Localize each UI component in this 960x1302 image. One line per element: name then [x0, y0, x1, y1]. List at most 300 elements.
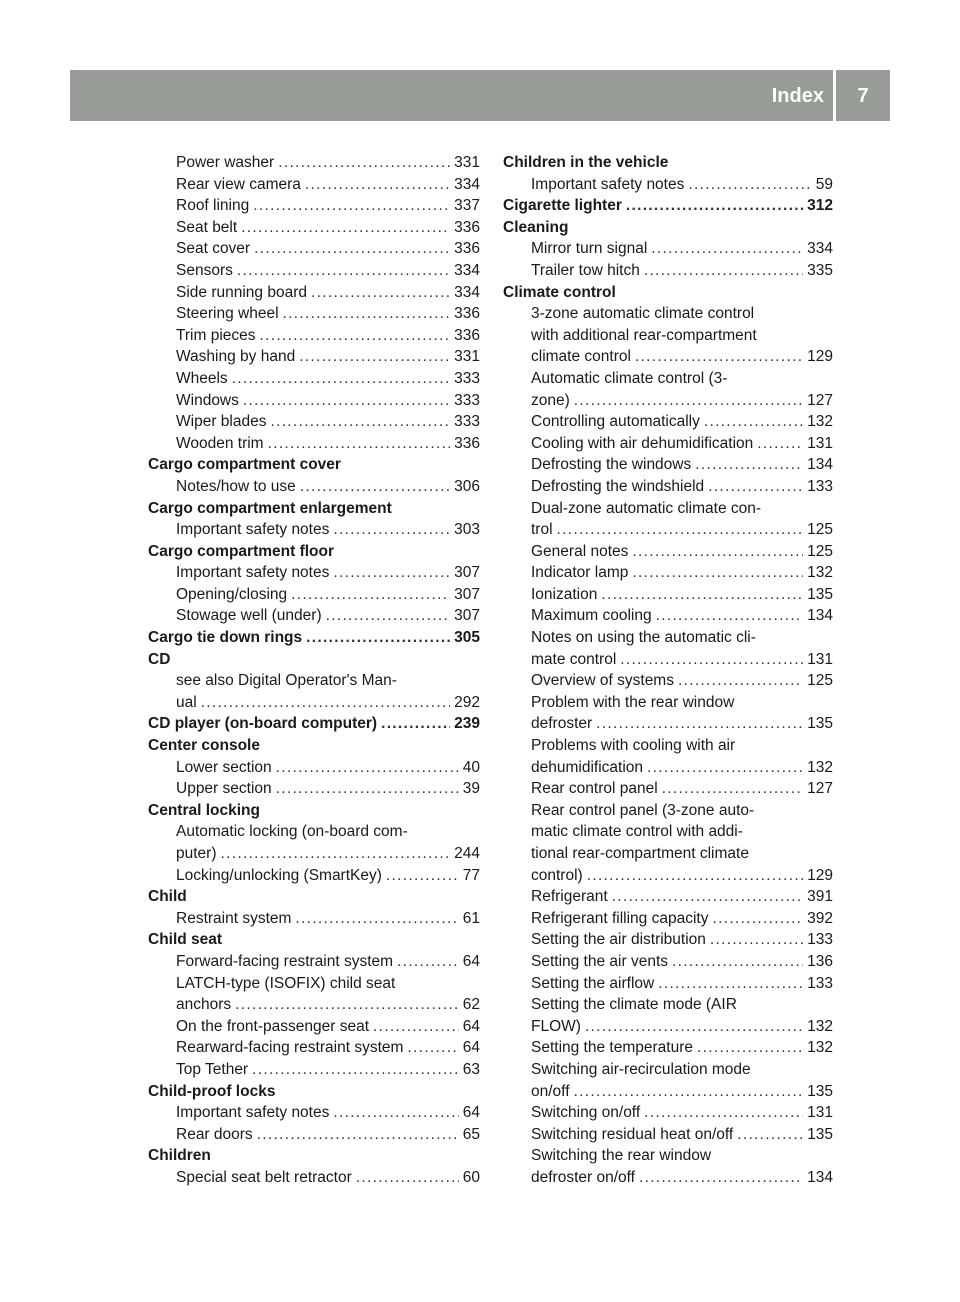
dot-leader	[276, 778, 459, 800]
index-heading	[503, 282, 833, 304]
entry-text: Children	[148, 1147, 211, 1165]
index-heading[interactable]	[148, 713, 480, 735]
dot-leader	[407, 1037, 458, 1059]
index-entry[interactable]	[503, 929, 833, 951]
index-entry[interactable]	[503, 260, 833, 282]
index-entry[interactable]	[148, 152, 480, 174]
dot-leader	[708, 476, 803, 498]
dot-leader	[260, 325, 451, 347]
entry-text: Setting the climate mode (AIR	[531, 996, 737, 1014]
page-reference[interactable]: 134	[807, 1168, 833, 1186]
page-reference[interactable]: 61	[462, 909, 480, 927]
index-entry[interactable]	[148, 195, 480, 217]
index-entry	[503, 627, 833, 649]
page-reference[interactable]: 135	[807, 585, 833, 603]
index-entry[interactable]	[148, 1167, 480, 1189]
entry-text: Cargo compartment cover	[148, 456, 341, 474]
page-reference[interactable]: 125	[807, 521, 833, 539]
index-column-right	[503, 152, 833, 1189]
entry-text: defroster	[531, 715, 593, 733]
index-entry	[148, 670, 480, 692]
page-reference[interactable]: 336	[454, 326, 480, 344]
page-reference[interactable]: 133	[807, 931, 833, 949]
page-reference[interactable]: 334	[454, 175, 480, 193]
index-entry[interactable]	[148, 605, 480, 627]
entry-text: Refrigerant filling capacity	[531, 909, 709, 927]
page-reference[interactable]: 131	[807, 1104, 833, 1122]
index-entry[interactable]	[148, 843, 480, 865]
page-reference[interactable]: 336	[454, 218, 480, 236]
entry-text: Rear view camera	[176, 175, 301, 193]
dot-leader	[632, 541, 803, 563]
entry-text: Important safety notes	[176, 564, 330, 582]
index-entry[interactable]	[148, 562, 480, 584]
dot-leader	[306, 627, 450, 649]
dot-leader	[695, 454, 803, 476]
entry-text: FLOW)	[531, 1017, 581, 1035]
index-entry[interactable]	[148, 411, 480, 433]
index-entry[interactable]	[503, 865, 833, 887]
index-heading	[148, 929, 480, 951]
index-entry[interactable]	[503, 390, 833, 412]
entry-text: Overview of systems	[531, 672, 674, 690]
index-heading	[148, 541, 480, 563]
entry-text: Defrosting the windows	[531, 456, 692, 474]
dot-leader	[257, 1124, 459, 1146]
dot-leader	[587, 865, 803, 887]
entry-text: Setting the temperature	[531, 1039, 693, 1057]
index-heading	[148, 498, 480, 520]
entry-text: trol	[531, 521, 553, 539]
entry-text: 3-zone automatic climate control	[531, 305, 755, 323]
index-entry[interactable]	[148, 346, 480, 368]
page-reference[interactable]: 135	[807, 715, 833, 733]
index-entry[interactable]	[148, 390, 480, 412]
page-reference[interactable]: 129	[807, 866, 833, 884]
page-reference[interactable]: 336	[454, 434, 480, 452]
dot-leader	[276, 757, 459, 779]
index-entry[interactable]	[148, 476, 480, 498]
index-entry[interactable]	[148, 584, 480, 606]
index-entry[interactable]	[148, 1037, 480, 1059]
page-reference[interactable]: 132	[807, 1017, 833, 1035]
entry-text: LATCH-type (ISOFIX) child seat	[176, 974, 396, 992]
page-reference[interactable]: 64	[462, 1017, 480, 1035]
dot-leader	[574, 390, 803, 412]
page-reference[interactable]: 65	[462, 1125, 480, 1143]
entry-text: Setting the airflow	[531, 974, 655, 992]
page-reference[interactable]: 391	[807, 888, 833, 906]
entry-text: Setting the air distribution	[531, 931, 706, 949]
entry-text: see also Digital Operator's Man-	[176, 672, 397, 690]
entry-text: Climate control	[503, 283, 616, 301]
dot-leader	[647, 757, 803, 779]
page-reference[interactable]: 77	[462, 866, 480, 884]
index-entry[interactable]	[503, 476, 833, 498]
page-reference[interactable]: 132	[807, 1039, 833, 1057]
entry-text: zone)	[531, 391, 570, 409]
index-entry	[503, 821, 833, 843]
entry-text: Maximum cooling	[531, 607, 652, 625]
entry-text: Problem with the rear window	[531, 693, 735, 711]
entry-text: Cargo tie down rings	[148, 629, 303, 647]
page-reference[interactable]: 307	[454, 585, 480, 603]
entry-text: Rearward-facing restraint system	[176, 1039, 404, 1057]
dot-leader	[300, 476, 450, 498]
dot-leader	[333, 519, 450, 541]
entry-text: Rear control panel	[531, 780, 658, 798]
dot-leader	[201, 692, 450, 714]
page-reference[interactable]: 134	[807, 607, 833, 625]
page-reference[interactable]: 125	[807, 672, 833, 690]
index-entry[interactable]	[503, 174, 833, 196]
index-entry[interactable]	[148, 1124, 480, 1146]
page-reference[interactable]: 306	[454, 477, 480, 495]
page-reference[interactable]: 239	[454, 715, 480, 733]
page-reference[interactable]: 59	[815, 175, 833, 193]
index-heading	[148, 886, 480, 908]
page-reference[interactable]: 60	[462, 1168, 480, 1186]
entry-text: General notes	[531, 542, 629, 560]
page-reference[interactable]: 307	[454, 564, 480, 582]
index-entry[interactable]	[503, 454, 833, 476]
dot-leader	[757, 433, 803, 455]
dot-leader	[612, 886, 803, 908]
entry-text: Important safety notes	[531, 175, 685, 193]
dot-leader	[639, 1167, 803, 1189]
index-entry[interactable]	[503, 757, 833, 779]
dot-leader	[585, 1016, 803, 1038]
index-entry[interactable]	[503, 605, 833, 627]
dot-leader	[221, 843, 451, 865]
index-heading	[503, 152, 833, 174]
index-entry	[503, 692, 833, 714]
dot-leader	[232, 368, 450, 390]
page-reference[interactable]: 392	[807, 909, 833, 927]
entry-text: Cargo compartment floor	[148, 542, 335, 560]
page-reference[interactable]: 337	[454, 197, 480, 215]
index-entry[interactable]	[148, 994, 480, 1016]
dot-leader	[311, 282, 450, 304]
dot-leader	[333, 562, 450, 584]
index-entry[interactable]	[148, 951, 480, 973]
entry-text: Setting the air vents	[531, 952, 668, 970]
page-number: 7	[857, 85, 869, 107]
entry-text: control)	[531, 866, 583, 884]
entry-text: Center console	[148, 737, 260, 755]
entry-text: Child seat	[148, 931, 223, 949]
entry-text: Automatic locking (on-board com-	[176, 823, 408, 841]
dot-leader	[601, 584, 803, 606]
dot-leader	[574, 1081, 804, 1103]
dot-leader	[243, 390, 450, 412]
page-reference[interactable]: 331	[454, 154, 480, 171]
dot-leader	[632, 562, 803, 584]
entry-text: Child-proof locks	[148, 1082, 276, 1100]
index-entry[interactable]	[148, 1016, 480, 1038]
page-reference[interactable]: 133	[807, 974, 833, 992]
dot-leader	[697, 1037, 803, 1059]
index-entry[interactable]	[503, 584, 833, 606]
index-entry	[503, 325, 833, 347]
page-reference[interactable]: 333	[454, 413, 480, 431]
page-reference[interactable]: 331	[454, 348, 480, 366]
index-entry[interactable]	[503, 1016, 833, 1038]
entry-text: Trailer tow hitch	[531, 261, 640, 279]
index-entry	[148, 821, 480, 843]
index-entry[interactable]	[503, 1102, 833, 1124]
index-heading	[148, 800, 480, 822]
entry-text: CD	[148, 650, 171, 668]
dot-leader	[237, 260, 450, 282]
index-entry[interactable]	[148, 778, 480, 800]
entry-text: Stowage well (under)	[176, 607, 322, 625]
page-reference[interactable]: 334	[807, 240, 833, 258]
index-entry[interactable]	[148, 325, 480, 347]
dot-leader	[270, 411, 450, 433]
page-reference[interactable]: 244	[454, 845, 480, 862]
page-reference[interactable]: 132	[807, 413, 833, 431]
dot-leader	[283, 303, 451, 325]
entry-text: Steering wheel	[176, 305, 279, 323]
dot-leader	[651, 238, 803, 260]
dot-leader	[644, 260, 803, 282]
entry-text: Restraint system	[176, 909, 292, 927]
index-heading	[503, 217, 833, 239]
entry-text: ual	[176, 693, 197, 711]
dot-leader	[678, 670, 803, 692]
page-reference[interactable]: 131	[807, 650, 833, 668]
entry-text: Notes on using the automatic cli-	[531, 629, 756, 647]
page-reference[interactable]: 129	[807, 348, 833, 366]
index-heading	[148, 1081, 480, 1103]
index-entry[interactable]	[503, 649, 833, 671]
page-reference[interactable]: 312	[807, 197, 833, 215]
index-entry[interactable]	[503, 238, 833, 260]
entry-text: Locking/unlocking (SmartKey)	[176, 866, 382, 884]
dot-leader	[596, 713, 803, 735]
entry-text: Important safety notes	[176, 1104, 330, 1122]
dot-leader	[268, 433, 451, 455]
entry-text: Seat belt	[176, 218, 238, 236]
dot-leader	[626, 195, 803, 217]
entry-text: climate control	[531, 348, 631, 366]
page-reference[interactable]: 136	[807, 952, 833, 970]
dot-leader	[235, 994, 459, 1016]
dot-leader	[381, 713, 450, 735]
index-entry	[503, 843, 833, 865]
entry-text: Ionization	[531, 585, 598, 603]
entry-text: Cooling with air dehumidification	[531, 434, 754, 452]
index-heading[interactable]	[148, 627, 480, 649]
dot-leader	[333, 1102, 458, 1124]
dot-leader	[557, 519, 804, 541]
dot-leader	[386, 865, 459, 887]
index-entry[interactable]	[148, 260, 480, 282]
dot-leader	[710, 929, 803, 951]
entry-text: Upper section	[176, 780, 272, 798]
page-reference[interactable]: 336	[454, 240, 480, 258]
dot-leader	[737, 1124, 803, 1146]
entry-text: dehumidification	[531, 758, 644, 776]
index-heading	[148, 454, 480, 476]
index-entry	[503, 994, 833, 1016]
dot-leader	[656, 605, 804, 627]
index-entry	[503, 735, 833, 757]
page-reference[interactable]: 333	[454, 369, 480, 387]
index-entry[interactable]	[503, 541, 833, 563]
index-entry	[503, 368, 833, 390]
index-entry[interactable]	[503, 1081, 833, 1103]
index-entry[interactable]	[503, 1124, 833, 1146]
index-entry[interactable]	[148, 1059, 480, 1081]
index-entry[interactable]	[148, 238, 480, 260]
index-entry[interactable]	[148, 368, 480, 390]
page-reference[interactable]: 40	[462, 758, 480, 776]
dot-leader	[373, 1016, 459, 1038]
index-entry[interactable]	[148, 174, 480, 196]
entry-text: Indicator lamp	[531, 564, 629, 582]
page-reference[interactable]: 64	[462, 952, 480, 970]
dot-leader	[253, 195, 450, 217]
index-entry[interactable]	[503, 778, 833, 800]
entry-text: Top Tether	[176, 1060, 249, 1078]
entry-text: Switching on/off	[531, 1104, 641, 1122]
entry-text: Forward-facing restraint system	[176, 952, 394, 970]
entry-text: Roof lining	[176, 197, 250, 215]
index-entry[interactable]	[503, 562, 833, 584]
index-heading[interactable]	[503, 195, 833, 217]
page-reference[interactable]: 131	[807, 434, 833, 452]
entry-text: mate control	[531, 650, 617, 668]
page-reference[interactable]: 62	[462, 996, 480, 1014]
entry-text: On the front-passenger seat	[176, 1017, 370, 1035]
index-entry[interactable]	[503, 346, 833, 368]
index-entry[interactable]	[148, 1102, 480, 1124]
index-entry[interactable]	[148, 217, 480, 239]
entry-text: Children in the vehicle	[503, 154, 669, 171]
entry-text: Problems with cooling with air	[531, 737, 736, 755]
index-entry[interactable]	[148, 303, 480, 325]
dot-leader	[635, 346, 803, 368]
page-reference[interactable]: 134	[807, 456, 833, 474]
index-entry[interactable]	[503, 951, 833, 973]
index-entry[interactable]	[503, 713, 833, 735]
index-entry[interactable]	[503, 433, 833, 455]
dot-leader	[295, 908, 458, 930]
entry-text: Special seat belt retractor	[176, 1168, 352, 1186]
dot-leader	[278, 152, 450, 174]
entry-text: defroster on/off	[531, 1168, 635, 1186]
entry-text: with additional rear-compartment	[531, 326, 757, 344]
index-entry[interactable]	[148, 865, 480, 887]
page-reference[interactable]: 303	[454, 521, 480, 539]
dot-leader	[672, 951, 803, 973]
index-entry[interactable]	[503, 519, 833, 541]
page-reference[interactable]: 133	[807, 477, 833, 495]
dot-leader	[299, 346, 450, 368]
index-entry[interactable]	[148, 908, 480, 930]
index-heading	[148, 735, 480, 757]
index-entry[interactable]	[503, 973, 833, 995]
dot-leader	[658, 973, 803, 995]
index-entry[interactable]	[148, 519, 480, 541]
dot-leader	[254, 238, 450, 260]
page-reference[interactable]: 135	[807, 1125, 833, 1143]
entry-text: Wooden trim	[176, 434, 264, 452]
dot-leader	[356, 1167, 459, 1189]
index-entry[interactable]	[503, 908, 833, 930]
entry-text: Sensors	[176, 261, 233, 279]
page-reference[interactable]: 63	[462, 1060, 480, 1078]
page-reference[interactable]: 135	[807, 1082, 833, 1100]
index-entry[interactable]	[148, 433, 480, 455]
entry-text: Controlling automatically	[531, 413, 700, 431]
entry-text: Refrigerant	[531, 888, 608, 906]
entry-text: Automatic climate control (3-	[531, 369, 728, 387]
index-entry	[148, 973, 480, 995]
entry-text: puter)	[176, 845, 217, 862]
dot-leader	[305, 174, 450, 196]
page-reference[interactable]: 132	[807, 564, 833, 582]
page-reference[interactable]: 39	[462, 780, 480, 798]
index-entry[interactable]	[503, 1167, 833, 1189]
page-reference[interactable]: 334	[454, 283, 480, 301]
page-reference[interactable]: 132	[807, 758, 833, 776]
index-entry	[503, 800, 833, 822]
index-entry[interactable]	[503, 411, 833, 433]
entry-text: Switching air-recirculation mode	[531, 1060, 751, 1078]
page-reference[interactable]: 307	[454, 607, 480, 625]
index-entry[interactable]	[148, 692, 480, 714]
index-entry[interactable]	[148, 757, 480, 779]
page-reference[interactable]: 127	[807, 780, 833, 798]
entry-text: tional rear-compartment climate	[531, 845, 749, 862]
page-reference[interactable]: 292	[454, 693, 480, 711]
page-reference[interactable]: 127	[807, 391, 833, 409]
page-reference[interactable]: 64	[462, 1104, 480, 1122]
page-reference[interactable]: 336	[454, 305, 480, 323]
index-column-left	[148, 152, 480, 1189]
entry-text: on/off	[531, 1082, 570, 1100]
index-heading	[148, 649, 480, 671]
page-reference[interactable]: 335	[807, 261, 833, 279]
entry-text: Trim pieces	[176, 326, 256, 344]
entry-text: Notes/how to use	[176, 477, 296, 495]
dot-leader	[704, 411, 803, 433]
page-reference[interactable]: 305	[454, 629, 480, 647]
index-entry[interactable]	[503, 670, 833, 692]
dot-leader	[712, 908, 803, 930]
entry-text: CD player (on-board computer)	[148, 715, 378, 733]
entry-text: Windows	[176, 391, 239, 409]
page-reference[interactable]: 64	[462, 1039, 480, 1057]
index-entry[interactable]	[503, 886, 833, 908]
page-reference[interactable]: 334	[454, 261, 480, 279]
entry-text: Rear doors	[176, 1125, 253, 1143]
header-title: Index	[771, 85, 824, 107]
index-entry	[503, 498, 833, 520]
index-entry[interactable]	[503, 1037, 833, 1059]
index-entry	[503, 303, 833, 325]
index-entry[interactable]	[148, 282, 480, 304]
entry-text: Child	[148, 888, 187, 906]
entry-text: Dual-zone automatic climate con-	[531, 499, 762, 517]
page-reference[interactable]: 333	[454, 391, 480, 409]
entry-text: Cargo compartment enlargement	[148, 499, 392, 517]
index-entry	[503, 1059, 833, 1081]
page-reference[interactable]: 125	[807, 542, 833, 560]
